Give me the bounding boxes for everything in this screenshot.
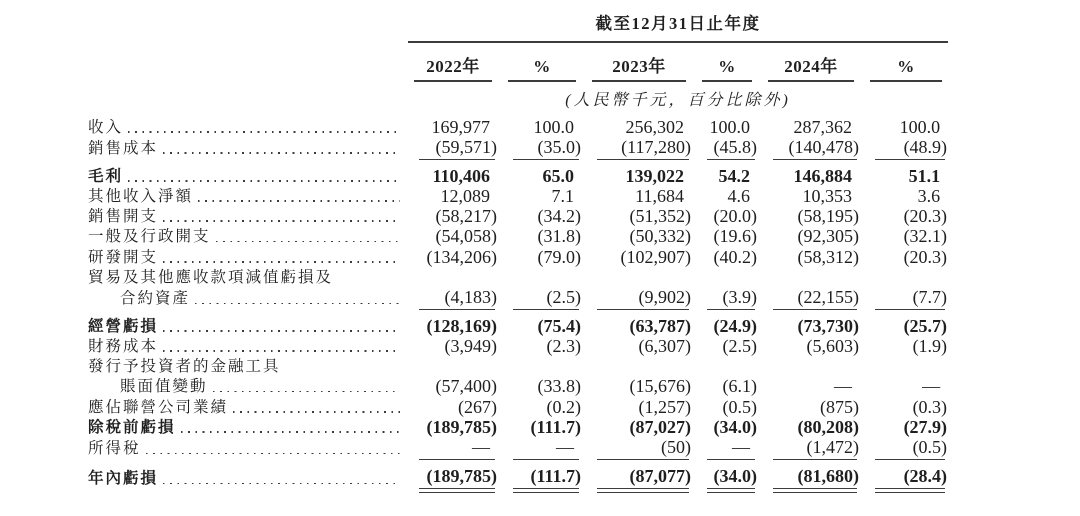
table-row	[88, 309, 950, 337]
table-row	[88, 186, 950, 206]
cell-value: (54,058)	[435, 226, 497, 247]
period-header-row	[88, 10, 950, 43]
cell-value: (87,027)	[629, 416, 691, 437]
dot-leader	[128, 180, 400, 182]
column-header-label: %	[702, 57, 752, 82]
cell-value: (31.8)	[537, 226, 581, 247]
cell-value	[500, 357, 584, 377]
cell-value	[694, 357, 760, 377]
cell-value: (117,280)	[584, 137, 694, 159]
label-column-spacer	[88, 82, 406, 117]
cell-value: (80,208)	[797, 416, 859, 437]
table-row	[88, 247, 950, 267]
cell-value: —	[500, 437, 584, 459]
row-label-cell	[88, 397, 406, 417]
cell-value	[862, 357, 950, 377]
cell-value: (2.3)	[546, 336, 581, 357]
cell-value: 110,406	[432, 165, 490, 186]
label-column-spacer	[88, 10, 406, 43]
table-row	[88, 287, 950, 309]
row-label: 年內虧損	[88, 470, 159, 488]
cell-value: (87,077)	[584, 459, 694, 489]
row-label-cell	[88, 137, 406, 159]
cell-value: 139,022	[625, 165, 684, 186]
table-row	[88, 397, 950, 417]
row-label: 經營虧損	[88, 317, 159, 335]
cell-value: (20.3)	[903, 206, 948, 227]
column-header	[760, 43, 862, 82]
table-row	[88, 459, 950, 489]
table-row	[88, 437, 950, 459]
cell-value: (189,785)	[426, 416, 497, 437]
cell-value: (0.5)	[722, 396, 757, 417]
cell-value: (20.0)	[713, 206, 757, 227]
cell-value: (28.4)	[862, 459, 950, 489]
row-label: 研發開支	[88, 248, 159, 266]
cell-value: (3.9)	[694, 287, 760, 309]
cell-value: (4,183)	[406, 287, 500, 309]
column-header	[584, 43, 694, 82]
cell-value: (102,907)	[620, 246, 691, 267]
cell-value: (63,787)	[629, 315, 691, 336]
cell-value: (19.6)	[713, 226, 757, 247]
cell-value: (2.5)	[500, 287, 584, 309]
dot-leader	[163, 330, 400, 332]
cell-value: (6,307)	[638, 336, 691, 357]
cell-value: (6.1)	[722, 376, 757, 397]
cell-value: 100.0	[899, 116, 941, 137]
dot-leader	[163, 152, 400, 154]
cell-value: 4.6	[727, 185, 750, 206]
cell-value: 169,977	[431, 116, 490, 137]
cell-value: (58,312)	[797, 246, 859, 267]
row-label-cell	[88, 417, 406, 437]
column-header	[500, 43, 584, 82]
cell-value: (27.9)	[903, 416, 948, 437]
cell-value: (25.7)	[903, 315, 948, 336]
column-header	[406, 43, 500, 82]
row-label-cell	[88, 337, 406, 357]
dot-leader	[163, 261, 400, 263]
cell-value: (0.2)	[546, 396, 581, 417]
cell-value: 12,089	[440, 185, 490, 206]
cell-value	[406, 357, 500, 377]
row-label: 賬面值變動	[120, 378, 208, 396]
cell-value: (48.9)	[862, 137, 950, 159]
cell-value: (45.8)	[694, 137, 760, 159]
row-label: 銷售成本	[88, 140, 159, 158]
cell-value: 65.0	[542, 165, 574, 186]
cell-value: —	[694, 437, 760, 459]
dot-leader	[181, 431, 400, 433]
row-label-cell	[88, 159, 406, 187]
cell-value: (1.9)	[912, 336, 948, 357]
row-label-cell	[88, 186, 406, 206]
cell-value: (2.5)	[722, 336, 757, 357]
column-header-label: %	[508, 57, 576, 82]
cell-value: (57,400)	[435, 376, 497, 397]
cell-value: 100.0	[533, 116, 574, 137]
dot-leader	[213, 391, 400, 393]
cell-value: 11,684	[635, 185, 684, 206]
row-label: 除稅前虧損	[88, 418, 176, 436]
cell-value: (51,352)	[629, 206, 691, 227]
cell-value: —	[406, 437, 500, 459]
cell-value: (33.8)	[537, 376, 581, 397]
cell-value	[584, 267, 694, 287]
dot-leader	[163, 220, 400, 222]
dot-leader	[163, 483, 400, 485]
table-row	[88, 117, 950, 137]
cell-value	[694, 267, 760, 287]
dot-leader	[128, 131, 400, 133]
table-row	[88, 337, 950, 357]
cell-value: (134,206)	[426, 246, 497, 267]
row-label: 一般及行政開支	[88, 228, 211, 246]
dot-leader	[216, 241, 400, 243]
cell-value: (0.5)	[862, 437, 950, 459]
cell-value	[584, 357, 694, 377]
row-label-cell	[88, 247, 406, 267]
row-label: 發行予投資者的金融工具	[88, 358, 281, 376]
label-column-spacer	[88, 43, 406, 82]
cell-value	[862, 267, 950, 287]
table-row	[88, 137, 950, 159]
cell-value: (875)	[820, 396, 859, 417]
row-label: 毛利	[88, 167, 124, 185]
cell-value: (7.7)	[862, 287, 950, 309]
row-label: 合約資產	[120, 290, 191, 308]
row-label-cell	[88, 357, 406, 377]
table-row	[88, 159, 950, 187]
income-statement-table	[88, 10, 950, 489]
cell-value: (32.1)	[903, 226, 948, 247]
cell-value: (9,902)	[584, 287, 694, 309]
cell-value: (58,217)	[435, 206, 497, 227]
row-label-cell	[88, 437, 406, 459]
cell-value: (34.2)	[537, 206, 581, 227]
cell-value: —	[922, 376, 941, 397]
cell-value: (22,155)	[760, 287, 862, 309]
cell-value: (0.3)	[912, 396, 948, 417]
cell-value: (34.0)	[694, 459, 760, 489]
cell-value: (1,472)	[760, 437, 862, 459]
cell-value	[760, 357, 862, 377]
cell-value: (128,169)	[426, 315, 497, 336]
table-row	[88, 357, 950, 377]
cell-value: (20.3)	[903, 246, 948, 267]
row-label: 收入	[88, 118, 124, 136]
column-header-label: %	[870, 57, 942, 82]
cell-value: 287,362	[793, 116, 852, 137]
dot-leader	[198, 200, 400, 202]
row-label: 應佔聯營公司業績	[88, 398, 229, 416]
column-header	[862, 43, 950, 82]
dot-leader	[146, 453, 400, 455]
cell-value: (24.9)	[713, 315, 757, 336]
cell-value: (40.2)	[713, 246, 757, 267]
dot-leader	[233, 411, 400, 413]
cell-value: (140,478)	[760, 137, 862, 159]
row-label: 銷售開支	[88, 208, 159, 226]
cell-value: 100.0	[709, 116, 750, 137]
row-label-cell	[88, 117, 406, 137]
unit-note: (人民幣千元，百分比除外)	[565, 92, 791, 109]
table-body	[88, 117, 950, 489]
cell-value: (1,257)	[638, 396, 691, 417]
cell-value: (3,949)	[444, 336, 497, 357]
column-header-row	[88, 43, 950, 82]
cell-value	[406, 267, 500, 287]
row-label-cell	[88, 309, 406, 337]
row-label: 所得稅	[88, 440, 141, 458]
cell-value: (34.0)	[713, 416, 757, 437]
row-label-cell	[88, 207, 406, 227]
row-label-cell	[88, 377, 406, 397]
cell-value: (111.7)	[530, 416, 581, 437]
row-label-cell	[88, 267, 406, 287]
dot-leader	[195, 303, 400, 305]
row-label-cell	[88, 287, 406, 309]
cell-value: (58,195)	[797, 206, 859, 227]
cell-value: (35.0)	[500, 137, 584, 159]
table-row	[88, 377, 950, 397]
cell-value: (15,676)	[629, 376, 691, 397]
column-header	[694, 43, 760, 82]
column-header-label: 2024年	[768, 52, 854, 82]
cell-value: 3.6	[917, 185, 941, 206]
cell-value: 51.1	[908, 165, 941, 186]
cell-value: (111.7)	[500, 459, 584, 489]
cell-value: (73,730)	[797, 315, 859, 336]
cell-value	[760, 267, 862, 287]
table-row	[88, 227, 950, 247]
period-header: 截至12月31日止年度	[408, 10, 948, 43]
cell-value: (59,571)	[406, 137, 500, 159]
cell-value: 7.1	[551, 185, 574, 206]
cell-value: 256,302	[625, 116, 684, 137]
cell-value: (5,603)	[806, 336, 859, 357]
cell-value: (92,305)	[797, 226, 859, 247]
row-label: 其他收入淨額	[88, 187, 194, 205]
cell-value: —	[834, 376, 852, 397]
row-label-cell	[88, 227, 406, 247]
cell-value: (267)	[458, 396, 497, 417]
column-header-label: 2023年	[592, 52, 686, 82]
cell-value: (189,785)	[406, 459, 500, 489]
cell-value: 146,884	[793, 165, 852, 186]
column-header-label: 2022年	[414, 52, 492, 82]
cell-value: (81,680)	[760, 459, 862, 489]
dot-leader	[163, 350, 400, 352]
row-label-cell	[88, 459, 406, 489]
cell-value: (75.4)	[537, 315, 581, 336]
table-row	[88, 207, 950, 227]
cell-value: (50)	[584, 437, 694, 459]
cell-value	[500, 267, 584, 287]
cell-value: 10,353	[802, 185, 852, 206]
unit-note-row	[88, 82, 950, 117]
cell-value: (79.0)	[537, 246, 581, 267]
row-label: 財務成本	[88, 338, 159, 356]
table-row	[88, 267, 950, 287]
table-row	[88, 417, 950, 437]
cell-value: 54.2	[718, 165, 750, 186]
row-label: 貿易及其他應收款項減值虧損及	[88, 268, 334, 286]
cell-value: (50,332)	[629, 226, 691, 247]
